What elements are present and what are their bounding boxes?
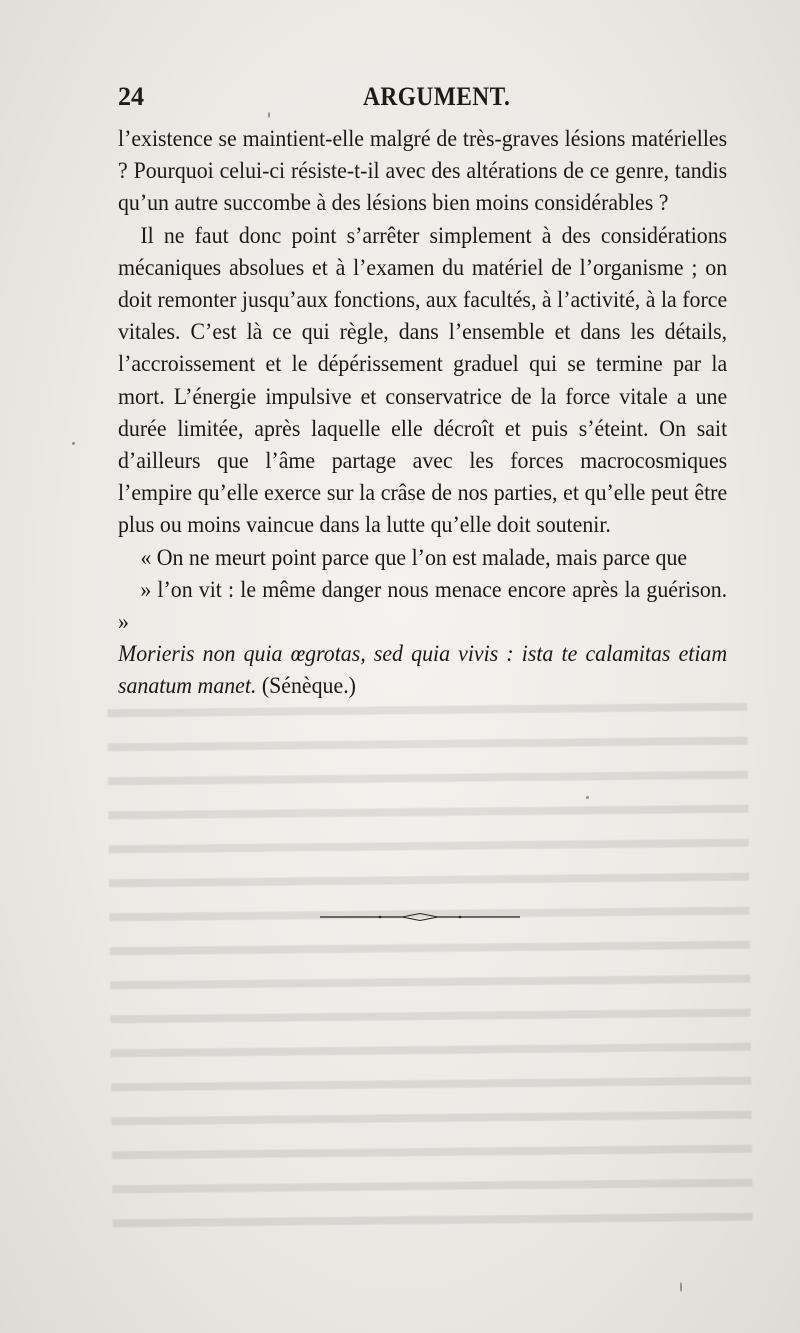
- latin-quote: Morieris non quia œgrotas, sed quia vivis : ista te calamitas etiam sanatum manet.: [118, 641, 728, 700]
- paper-speck: [72, 442, 75, 445]
- quote-attribution: (Sénèque.): [256, 673, 356, 700]
- quote-line-2: » l’on vit : le même danger nous menace encore après la guérison. »: [118, 576, 728, 636]
- paper-speck: [268, 112, 270, 118]
- page-number: 24: [118, 82, 144, 111]
- paragraph-2: [118, 220, 727, 703]
- show-through-text: [107, 687, 753, 1254]
- paper-speck: [586, 796, 589, 799]
- body-text: [118, 123, 728, 703]
- ornamental-rule: [320, 912, 520, 922]
- paper-speck: [680, 1282, 682, 1292]
- running-head: ARGUMENT.: [363, 82, 511, 111]
- quote-line-1: « On ne meurt point parce que l’on est malade, mais parce que: [140, 544, 688, 571]
- paragraph-2-text: Il ne faut donc point s’arrêter simplement à des considérations mécaniques absolues et à l’examen du matériel de l’organisme ; on doit remonter jusqu’aux fonctions, aux facultés, à l’activité, à la force vitales. C’est là ce qui règle, dans l’ensemble et dans les détails, l’accroissement et le dépérissement graduel qui se termine par la mort. L’énergie impulsive et conservatrice de la force vitale a une durée limitée, après laquelle elle décroît et puis s’éteint. On sait d’ailleurs que l’âme partage avec les forces macrocosmiques l’empire qu’elle exerce sur la crâse de nos parties, et qu’elle peut être plus ou moins vaincue dans la lutte qu’elle doit soutenir.: [118, 222, 728, 539]
- paragraph-1: l’existence se maintient-elle malgré de très-graves lésions matérielles ? Pourquoi celui-ci résiste-t-il avec des altérations de ce genre, tandis qu’un autre succombe à des lésions bien moins considérables ?: [118, 126, 728, 217]
- page-header: [118, 82, 698, 122]
